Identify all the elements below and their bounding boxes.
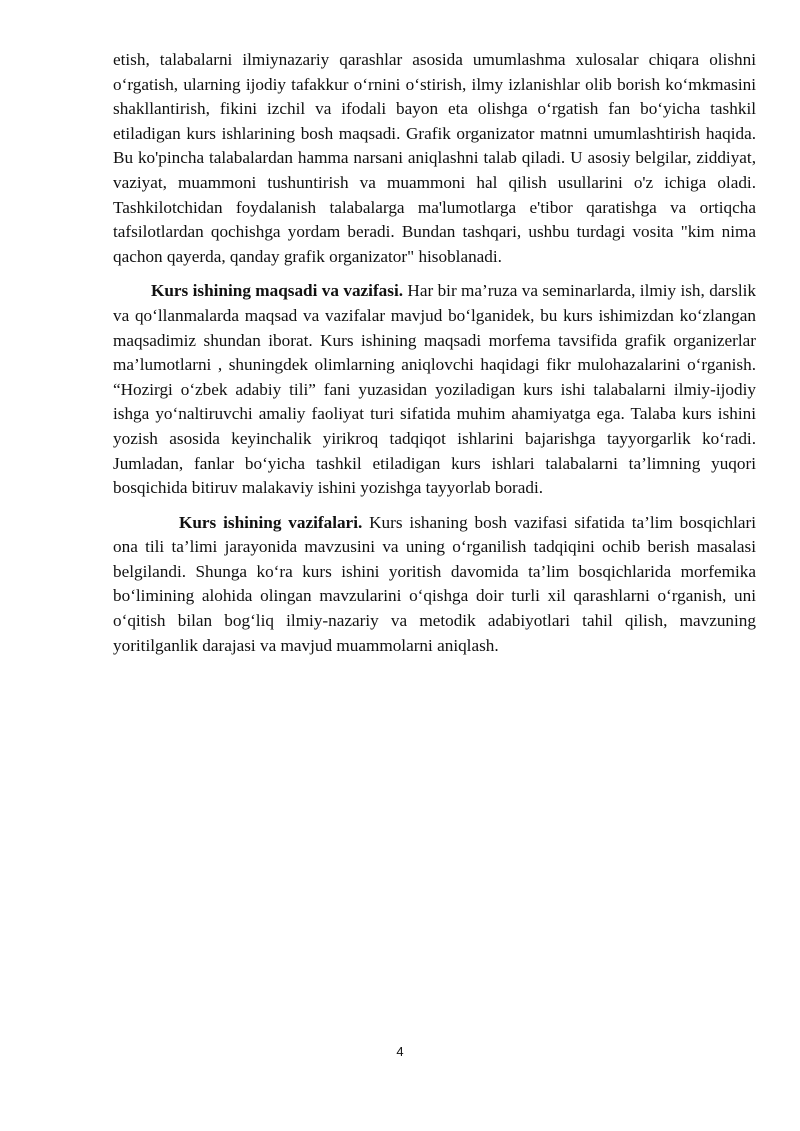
page-number: 4 [396,1044,404,1059]
document-page [113,48,756,658]
paragraph-tasks [113,511,756,659]
paragraph-text: Har bir ma’ruza va seminarlarda, ilmiy ish, darslik va qo‘llanmalarda maqsad va vazifalar mavjud bo‘lganidek, bu kurs ishimizdan ko‘zlangan maqsadimiz shundan iborat. Kurs ishining maqsadi morfema tavsifida grafik organizerlar ma’lumotlarni , shuningdek olimlarning aniqlovchi haqidagi fikr mulohazalarini o‘rganish. “Hozirgi o‘zbek adabiy tili” fani yuzasidan yoziladigan kurs ishi talabalarni ilmiy-ijodiy ishga yo‘naltiruvchi amaliy faoliyat turi sifatida muhim ahamiyatga ega. Talaba kurs ishini yozish asosida keyinchalik yirikroq tadqiqot ishlarini bajarishga tayyorgarlik ko‘radi. Jumladan, fanlar bo‘yicha tashkil etiladigan kurs ishlari talabalarni ta’limning yuqori bosqichida bitiruv malakaviy ishini yozishga tayyorlab boradi. [113,281,756,498]
section-heading-purpose: Kurs ishining maqsadi va vazifasi. [151,281,404,301]
paragraph-purpose-and-task [113,279,756,500]
paragraph-goals-intro [113,48,756,269]
section-heading-tasks: Kurs ishining vazifalari. [179,512,363,532]
paragraph-text: etish, talabalarni ilmiynazariy qarashlar asosida umumlashma xulosalar chiqara olishni o‘rgatish, ularning ijodiy tafakkur o‘rnini o‘stirish, ilmy izlanishlar olib borish ko‘mkmasini shakllantirish, fikini izchil va ifodali bayon eta olishga o‘rgatish fan bo‘yicha tashkil etiladigan kurs ishlarining bosh maqsadi. Grafik organizator matnni umumlashtirish haqida. Bu ko'pincha talabalardan hamma narsani aniqlashni talab qiladi. U asosiy belgilar, ziddiyat, vaziyat, muammoni tushuntirish va muammoni hal qilish usullarini o'z ichiga oladi. Tashkilotchidan foydalanish talabalarga ma'lumotlarga e'tibor qaratishga va ortiqcha tafsilotlardan qochishga yordam beradi. Bundan tashqari, ushbu turdagi vosita "kim nima qachon qayerda, qanday grafik organizator" hisoblanadi. [113,50,756,266]
paragraph-text: Kurs ishaning bosh vazifasi sifatida ta’lim bosqichlari ona tili ta’limi jarayonida mavzusini va uning o‘rganilish tadqiqini ochib berish masalasi belgilandi. Shunga ko‘ra kurs ishini yoritish davomida ta’lim bosqichlarida morfemika bo‘limining alohida olingan mavzularini o‘qishga doir turli xil qarashlarni o‘rganish, uni o‘qitish bilan bog‘liq ilmiy-nazariy va metodik adabiyotlari tahil qilish, mavzuning yoritilganlik darajasi va mavjud muammolarni aniqlash. [113,512,756,655]
